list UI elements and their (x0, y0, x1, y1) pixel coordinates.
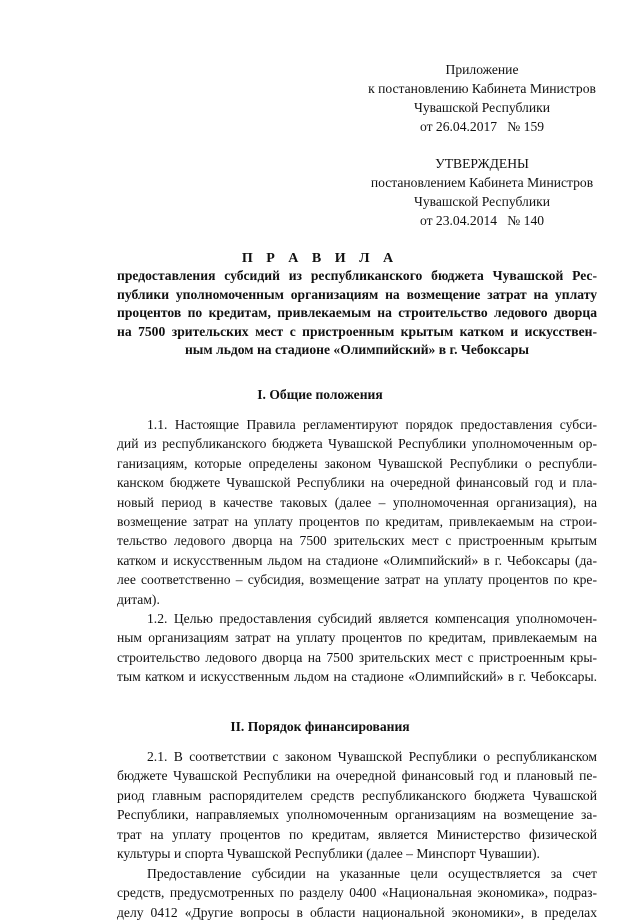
text-line: дитам). (117, 591, 160, 607)
approval-line: постановлением Кабинета Министров (370, 175, 594, 190)
section-heading-financing: II. Порядок финансирования (230, 719, 410, 734)
text-line: катком и искусственным льдом на стадионе «Олимпийский» в г. Чебоксары (да- (117, 552, 597, 568)
paragraph-2-1 (117, 747, 597, 863)
text-line: 1.2. Целью предоставления субсидий является компенсация уполномочен- (147, 611, 597, 626)
text-line: 2.1. В соответствии с законом Чувашской Республики о республиканском (147, 749, 597, 764)
text-line: средств, предусмотренных по разделу 0400 «Национальная экономика», подраз- (117, 885, 597, 901)
document-title: П Р А В И Л А (241, 251, 399, 266)
text-line: бюджете Чувашской Республики на очередной финансовый год и плановый пе- (117, 768, 597, 784)
approval-line: Чувашской Республики (414, 194, 550, 209)
appendix-date-number: от 26.04.2017 № 159 (419, 119, 545, 134)
text-line: тельство ледового дворца на 7500 зрительских мест с пристроенным крытым (117, 533, 597, 549)
subtitle-line: ным льдом на стадионе «Олимпийский» в г. Чебоксары (184, 342, 530, 357)
section-heading-general: I. Общие положения (257, 387, 383, 402)
text-line: строительство ледового дворца на 7500 зрительских мест с пристроенным кры- (117, 649, 597, 665)
paragraph-1-1 (117, 415, 597, 609)
document-subtitle (117, 267, 597, 360)
text-line: риод главным распорядителем средств республиканского бюджета Чувашской (117, 787, 597, 803)
appendix-line: к постановлению Кабинета Министров (368, 81, 596, 96)
text-line: лее соответственно – субсидия, возмещение затрат на уплату процентов по кре- (117, 572, 597, 588)
text-line: новый период в качестве таковых (далее – уполномоченная организация), на (117, 494, 597, 510)
text-line: ным организациям затрат на уплату процентов по кредитам, привлекаемым на (117, 630, 597, 646)
appendix-line: Приложение (445, 62, 519, 77)
text-line: тым катком и искусственным льдом на стадионе «Олимпийский» в г. Чебоксары. (117, 669, 597, 685)
text-line: 1.1. Настоящие Правила регламентируют порядок предоставления субси- (147, 417, 597, 432)
text-line: Республики, направляемых уполномоченным организациям на возмещение за- (117, 807, 597, 823)
paragraph-2-2 (117, 864, 597, 922)
appendix-header (352, 60, 612, 136)
approval-date-number: от 23.04.2014 № 140 (419, 213, 545, 228)
text-line: ганизациям, которые определены законом Чувашской Республики о республи- (117, 455, 597, 471)
appendix-line: Чувашской Республики (414, 100, 550, 115)
text-line: дий из республиканского бюджета Чувашской Республики уполномоченным ор- (117, 436, 597, 452)
subtitle-line: процентов по кредитам, привлекаемым на строительство ледового дворца (117, 305, 597, 320)
text-line: культуры и спорта Чувашской Республики (далее – Минспорт Чувашии). (117, 846, 540, 862)
text-line: делу 0412 «Другие вопросы в области национальной экономики», в пределах (117, 904, 597, 920)
subtitle-line: на 7500 зрительских мест с пристроенным крытым катком и искусствен- (117, 323, 597, 339)
text-line: трат на уплату процентов по кредитам, является Министерство физической (117, 826, 597, 842)
text-line: канском бюджете Чувашской Республики на очередной финансовый год и пла- (117, 475, 597, 491)
approval-header (352, 154, 612, 230)
text-line: Предоставление субсидии на указанные цели осуществляется за счет (147, 866, 597, 881)
subtitle-line: предоставления субсидий из республиканского бюджета Чувашской Рес- (117, 268, 597, 283)
subtitle-line: публики уполномоченным организациям на возмещение затрат на уплату (117, 286, 597, 302)
text-line: возмещение затрат на уплату процентов по кредитам, привлекаемым на строи- (117, 514, 597, 530)
approval-line: УТВЕРЖДЕНЫ (435, 156, 529, 171)
paragraph-1-2 (117, 609, 597, 687)
